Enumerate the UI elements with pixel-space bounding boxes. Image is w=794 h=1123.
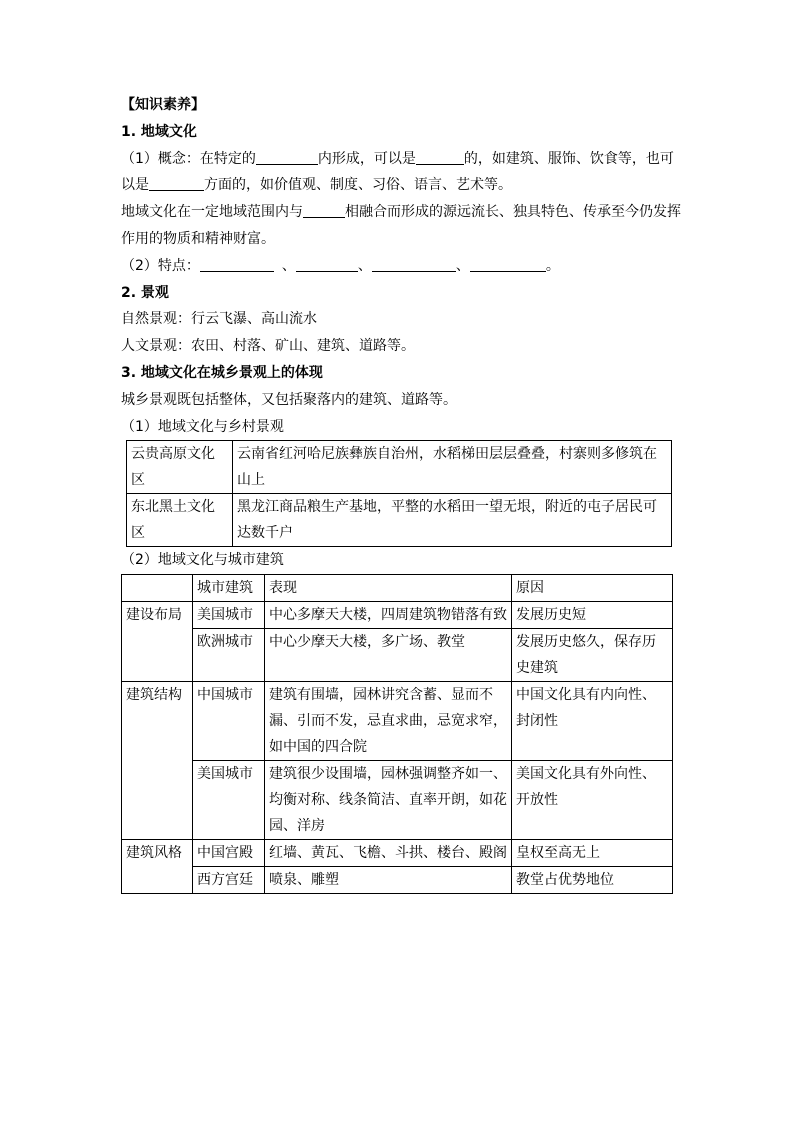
table-cell: 皇权至高无上 bbox=[512, 840, 673, 867]
concept-line-3: 地域文化在一定地域范围内与 相融合而形成的源远流长、独具特色、传承至今仍发挥 bbox=[121, 204, 681, 221]
category-cell: 建设布局 bbox=[122, 602, 193, 682]
table-row bbox=[122, 761, 673, 840]
table-cell: 喷泉、雕塑 bbox=[265, 867, 512, 894]
table-cell: 建筑很少设围墙，园林强调整齐如一、均衡对称、线条简洁、直率开朗，如花园、洋房 bbox=[265, 761, 512, 840]
rural-table bbox=[126, 440, 672, 547]
blank-field bbox=[200, 256, 274, 272]
table-cell: 美国城市 bbox=[193, 602, 265, 629]
blank-field bbox=[416, 149, 464, 165]
table-cell: 中国城市 bbox=[193, 682, 265, 761]
table-row bbox=[122, 629, 673, 682]
blank-field bbox=[256, 149, 318, 165]
table-cell: 东北黑土文化区 bbox=[127, 494, 233, 547]
table-cell: 欧洲城市 bbox=[193, 629, 265, 682]
human-landscape: 人文景观：农田、村落、矿山、建筑、道路等。 bbox=[121, 338, 415, 355]
table-cell: 西方宫廷 bbox=[193, 867, 265, 894]
table-row bbox=[122, 682, 673, 761]
table-cell: 建筑有围墙，园林讲究含蓄、显而不漏、引而不发，忌直求曲，忌宽求窄，如中国的四合院 bbox=[265, 682, 512, 761]
table-cell: 美国城市 bbox=[193, 761, 265, 840]
table-row bbox=[122, 840, 673, 867]
table-cell: 教堂占优势地位 bbox=[512, 867, 673, 894]
document-body bbox=[121, 92, 681, 894]
table-cell: 云贵高原文化区 bbox=[127, 441, 233, 494]
table-cell: 中国宫殿 bbox=[193, 840, 265, 867]
section-2-title: 2. 景观 bbox=[121, 284, 169, 301]
table-row bbox=[127, 441, 672, 494]
blank-field bbox=[296, 256, 358, 272]
concept-line-1: （1）概念：在特定的 内形成，可以是 的，如建筑、服饰、饮食等，也可 bbox=[121, 150, 674, 167]
city-subtitle: （2）地域文化与城市建筑 bbox=[121, 552, 284, 569]
table-cell: 中心少摩天大楼，多广场、教堂 bbox=[265, 629, 512, 682]
blank-field bbox=[303, 202, 345, 218]
section-3-title: 3. 地域文化在城乡景观上的体现 bbox=[121, 364, 323, 381]
category-cell: 建筑风格 bbox=[122, 840, 193, 894]
blank-field bbox=[372, 256, 456, 272]
blank-field bbox=[149, 175, 204, 191]
concept-line-2: 以是 方面的，如价值观、制度、习俗、语言、艺术等。 bbox=[121, 177, 512, 194]
natural-landscape: 自然景观：行云飞瀑、高山流水 bbox=[121, 311, 317, 328]
table-header-cell: 表现 bbox=[265, 575, 512, 602]
table-row bbox=[122, 602, 673, 629]
section-1-title: 1. 地域文化 bbox=[121, 123, 197, 140]
table-cell: 发展历史悠久，保存历史建筑 bbox=[512, 629, 673, 682]
table-cell: 发展历史短 bbox=[512, 602, 673, 629]
table-cell: 云南省红河哈尼族彝族自治州，水稻梯田层层叠叠，村寨则多修筑在山上 bbox=[233, 441, 672, 494]
table-header-cell: 城市建筑 bbox=[193, 575, 265, 602]
section-3-intro: 城乡景观既包括整体，又包括聚落内的建筑、道路等。 bbox=[121, 391, 457, 408]
table-cell: 中国文化具有内向性、封闭性 bbox=[512, 682, 673, 761]
features-line: （2）特点： 、 、 、 。 bbox=[121, 257, 560, 274]
table-row bbox=[127, 494, 672, 547]
blank-field bbox=[470, 256, 546, 272]
category-cell: 建筑结构 bbox=[122, 682, 193, 840]
table-cell: 美国文化具有外向性、开放性 bbox=[512, 761, 673, 840]
table-cell: 黑龙江商品粮生产基地，平整的水稻田一望无垠，附近的屯子居民可达数千户 bbox=[233, 494, 672, 547]
concept-line-4: 作用的物质和精神财富。 bbox=[121, 230, 275, 247]
table-cell: 中心多摩天大楼，四周建筑物错落有致 bbox=[265, 602, 512, 629]
section-heading: 【知识素养】 bbox=[121, 97, 205, 113]
city-table bbox=[121, 574, 673, 894]
table-header-row bbox=[122, 575, 673, 602]
table-cell: 红墙、黄瓦、飞檐、斗拱、楼台、殿阁 bbox=[265, 840, 512, 867]
rural-subtitle: （1）地域文化与乡村景观 bbox=[121, 418, 284, 435]
table-row bbox=[122, 867, 673, 894]
table-header-cell bbox=[122, 575, 193, 602]
table-header-cell: 原因 bbox=[512, 575, 673, 602]
